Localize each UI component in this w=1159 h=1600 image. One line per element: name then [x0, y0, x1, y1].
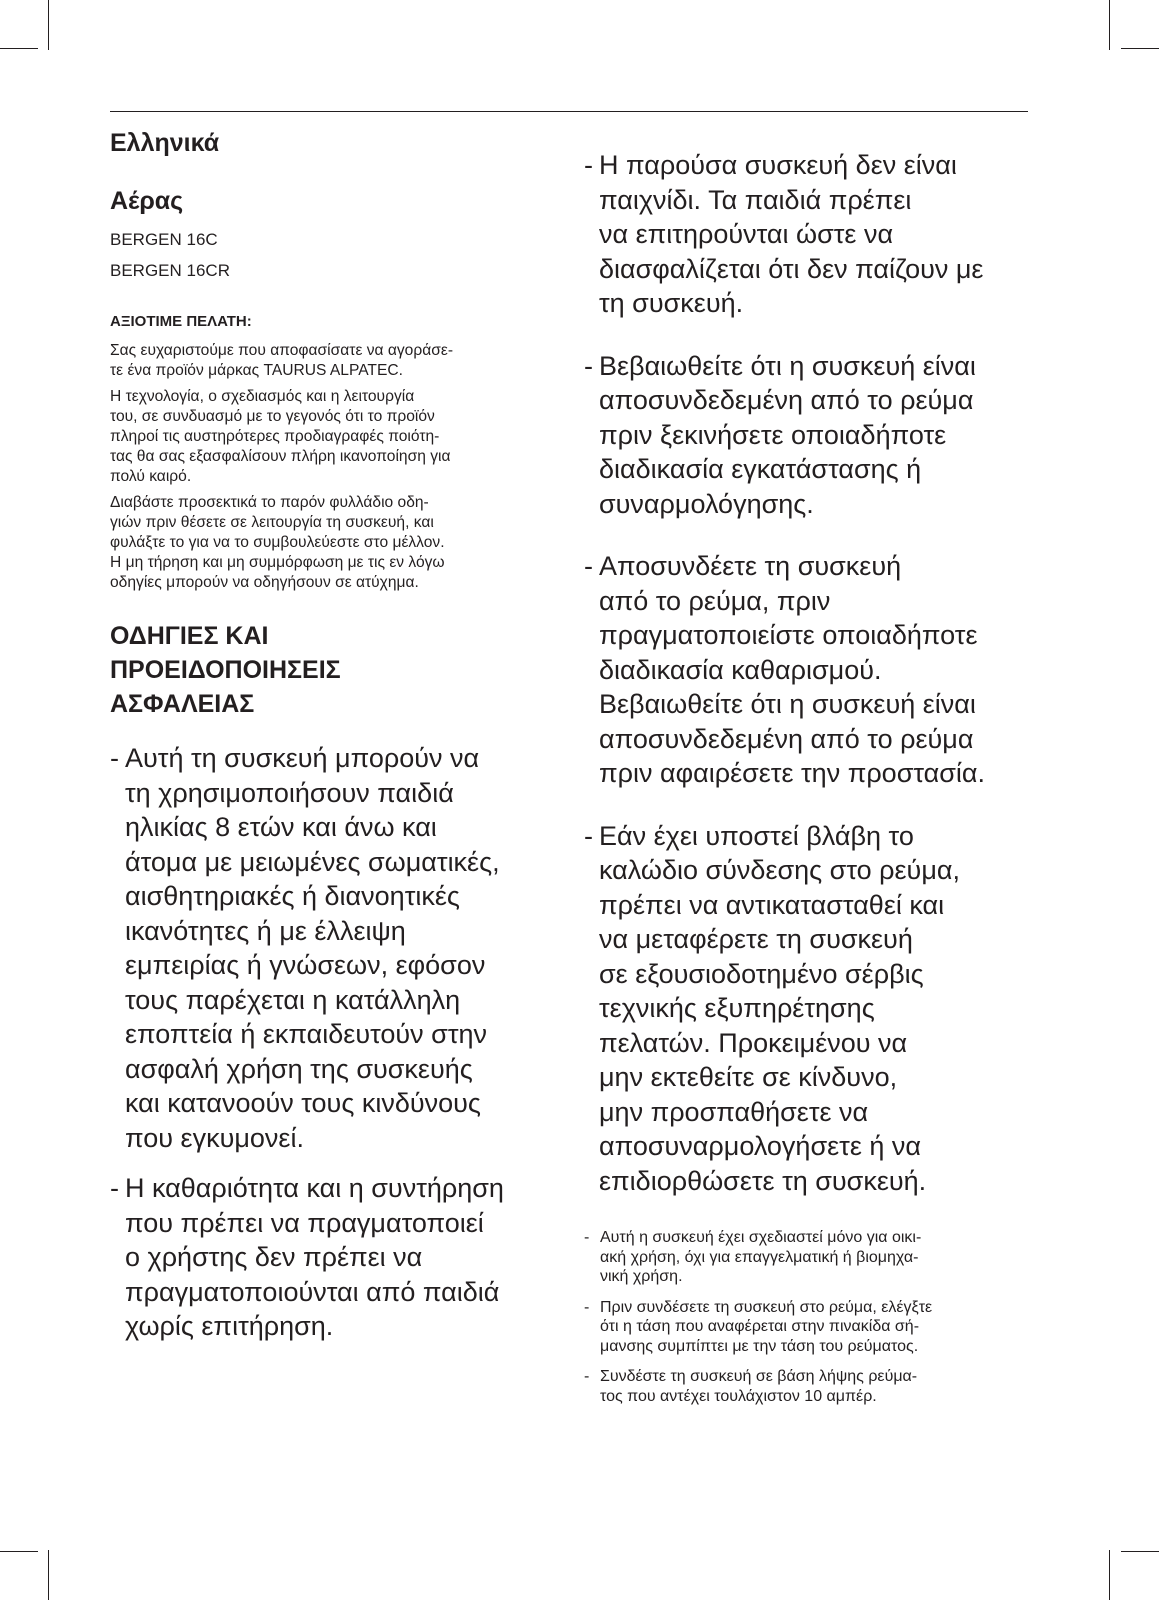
safety-item — [584, 349, 1030, 522]
text-line: μην εκτεθείτε σε κίνδυνο, — [599, 1062, 898, 1092]
crop-mark — [48, 0, 49, 50]
text-line: ΠΡΟΕΙΔΟΠΟΙΗΣΕΙΣ — [110, 656, 341, 684]
text-line: ο χρήστης δεν πρέπει να — [125, 1242, 423, 1272]
text-line: Βεβαιωθείτε ότι η συσκευή είναι — [599, 350, 976, 381]
text-line: ακή χρήση, όχι για επαγγελματική ή βιομηχα- — [600, 1248, 919, 1266]
intro-text — [110, 341, 554, 593]
text-line: οδηγίες μπορούν να οδηγήσουν σε ατύχημα. — [110, 574, 419, 591]
safety-list-right — [584, 148, 1030, 1198]
note-item — [584, 1298, 1030, 1357]
note-item — [584, 1367, 1030, 1406]
text-line: νική χρήση. — [600, 1268, 683, 1285]
bullet-dash: - — [584, 1298, 590, 1316]
text-line: Η τεχνολογία, ο σχεδιασμός και η λειτουργία — [110, 388, 415, 405]
safety-item-text — [125, 1171, 554, 1344]
text-line: γιών πριν θέσετε σε λειτουργία τη συσκευή, και — [110, 514, 434, 531]
bullet-dash: - — [110, 1173, 119, 1203]
text-line: πραγματοποιούνται από παιδιά — [125, 1276, 500, 1307]
text-line: Σας ευχαριστούμε που αποφασίσατε να αγοράσε- — [110, 342, 454, 359]
language-title: Ελληνικά — [110, 129, 220, 157]
text-line: παιχνίδι. Τα παιδιά πρέπει — [599, 184, 912, 215]
model-name: BERGEN 16CR — [110, 261, 230, 280]
safety-item — [584, 148, 1030, 321]
note-item-text — [600, 1228, 1030, 1287]
bullet-dash: - — [110, 743, 119, 773]
crop-mark — [1109, 0, 1110, 50]
text-line: Η παρούσα συσκευή δεν είναι — [599, 150, 957, 180]
safety-item-text — [599, 349, 1030, 522]
model-name: BERGEN 16C — [110, 230, 218, 249]
text-line: που εγκυμονεί. — [125, 1122, 304, 1153]
safety-item — [110, 1171, 554, 1344]
crop-mark — [1121, 1551, 1159, 1552]
text-line: τους παρέχεται η κατάλληλη — [125, 984, 461, 1015]
text-line: Αυτή η συσκευή έχει σχεδιαστεί μόνο για οικι- — [600, 1229, 922, 1246]
text-line: τη συσκευή. — [599, 288, 744, 318]
text-line: χωρίς επιτήρηση. — [125, 1311, 334, 1341]
text-line: πριν ξεκινήσετε οποιαδήποτε — [599, 419, 947, 450]
bullet-dash: - — [584, 551, 593, 581]
crop-mark — [1121, 48, 1159, 49]
text-line: τος που αντέχει τουλάχιστον 10 αμπέρ. — [600, 1387, 877, 1405]
safety-list-left — [110, 741, 554, 1344]
note-item-text — [600, 1298, 1030, 1357]
product-title: Αέρας — [110, 187, 184, 215]
right-column — [584, 148, 1030, 1406]
text-line: εποπτεία ή εκπαιδευτούν στην — [125, 1019, 488, 1049]
text-line: να επιτηρούνται ώστε να — [599, 219, 894, 249]
text-line: Διαβάστε προσεκτικά το παρόν φυλλάδιο οδη- — [110, 494, 429, 511]
text-line: Συνδέστε τη συσκευή σε βάση λήψης ρεύμα- — [600, 1368, 918, 1385]
text-line: Η μη τήρηση και μη συμμόρφωση με τις εν λόγω — [110, 554, 445, 571]
note-item — [584, 1228, 1030, 1287]
text-line: τεχνικής εξυπηρέτησης — [599, 993, 875, 1023]
text-line: ότι η τάση που αναφέρεται στην πινακίδα σή- — [600, 1318, 920, 1335]
text-line: επιδιορθώσετε τη συσκευή. — [599, 1165, 927, 1196]
text-line: διαδικασία εγκατάστασης ή — [599, 454, 922, 484]
header-rule — [110, 111, 1028, 112]
text-line: φυλάξτε το για να το συμβουλεύεστε στο μέλλον. — [110, 534, 445, 551]
text-line: αισθητηριακές ή διανοητικές — [125, 881, 460, 911]
safety-item-text — [599, 549, 1030, 791]
text-line: τας θα σας εξασφαλίσουν πλήρη ικανοποίηση για — [110, 448, 451, 465]
bullet-dash: - — [584, 350, 593, 381]
text-line: αποσυναρμολογήσετε ή να — [599, 1131, 921, 1161]
safety-item — [584, 819, 1030, 1199]
text-line: πολύ καιρό. — [110, 468, 192, 485]
bullet-dash: - — [584, 1368, 590, 1385]
text-line: να μεταφέρετε τη συσκευή — [599, 924, 913, 954]
text-line: σε εξουσιοδοτημένο σέρβις — [599, 958, 924, 989]
safety-item-text — [599, 819, 1030, 1199]
safety-item — [110, 741, 554, 1155]
text-line: ΑΣΦΑΛΕΙΑΣ — [110, 690, 255, 718]
text-line: συναρμολόγησης. — [599, 488, 814, 519]
text-line: πραγματοποιείστε οποιαδήποτε — [599, 620, 978, 650]
note-item-text — [600, 1367, 1030, 1406]
text-line: Πριν συνδέσετε τη συσκευή στο ρεύμα, ελέγξτε — [600, 1298, 933, 1316]
crop-mark — [1109, 1550, 1110, 1600]
text-line: πληροί τις αυστηρότερες προδιαγραφές ποιότη- — [110, 428, 440, 445]
left-column — [110, 126, 554, 1344]
text-line: αποσυνδεδεμένη από το ρεύμα — [599, 385, 974, 415]
text-line: εμπειρίας ή γνώσεων, εφόσον — [125, 950, 486, 980]
intro-paragraph — [110, 387, 554, 487]
safety-item-text — [599, 148, 1030, 321]
text-line: τη χρησιμοποιήσουν παιδιά — [125, 777, 454, 808]
intro-paragraph — [110, 493, 554, 593]
bullet-dash: - — [584, 1229, 590, 1246]
crop-mark — [48, 1550, 49, 1600]
text-line: πρέπει να αντικατασταθεί και — [599, 889, 945, 920]
note-list — [584, 1228, 1030, 1406]
text-line: αποσυνδεδεμένη από το ρεύμα — [599, 723, 974, 754]
text-line: Βεβαιωθείτε ότι η συσκευή είναι — [599, 689, 976, 719]
text-line: τε ένα προϊόν μάρκας TAURUS ALPATEC. — [110, 362, 403, 379]
text-line: διαδικασία καθαρισμού. — [599, 654, 882, 685]
text-line: ασφαλή χρήση της συσκευής — [125, 1053, 473, 1084]
text-line: πελατών. Προκειμένου να — [599, 1027, 908, 1058]
crop-mark — [0, 48, 38, 49]
crop-mark — [0, 1551, 38, 1552]
text-line: ικανότητες ή με έλλειψη — [125, 915, 406, 946]
bullet-dash: - — [584, 150, 593, 180]
bullet-dash: - — [584, 820, 593, 851]
text-line: από το ρεύμα, πριν — [599, 585, 831, 616]
safety-item — [584, 549, 1030, 791]
model-list — [110, 224, 554, 286]
text-line: ηλικίας 8 ετών και άνω και — [125, 812, 437, 842]
text-line: πριν αφαιρέσετε την προστασία. — [599, 758, 986, 788]
intro-paragraph — [110, 341, 554, 381]
text-line: και κατανοούν τους κινδύνους — [125, 1088, 481, 1118]
text-line: μανσης συμπίπτει με την τάση του ρεύματος. — [600, 1337, 919, 1355]
text-line: που πρέπει να πραγματοποιεί — [125, 1207, 484, 1238]
text-line: Η καθαριότητα και η συντήρηση — [125, 1173, 504, 1203]
text-line: Αυτή τη συσκευή μπορούν να — [125, 743, 480, 773]
text-line: καλώδιο σύνδεσης στο ρεύμα, — [599, 855, 960, 885]
intro-heading: ΑΞΙΟΤΙΜΕ ΠΕΛΑΤΗ: — [110, 313, 252, 330]
text-line: Αποσυνδέετε τη συσκευή — [599, 551, 902, 581]
text-line: του, σε συνδυασμό με το γεγονός ότι το προϊόν — [110, 408, 435, 425]
text-line: άτομα με μειωμένες σωματικές, — [125, 846, 500, 877]
text-line: Εάν έχει υποστεί βλάβη το — [599, 820, 914, 851]
text-line: διασφαλίζεται ότι δεν παίζουν με — [599, 253, 984, 284]
safety-item-text — [125, 741, 554, 1155]
text-line: μην προσπαθήσετε να — [599, 1096, 869, 1127]
text-line: ΟΔΗΓΙΕΣ ΚΑΙ — [110, 622, 269, 650]
safety-heading — [110, 619, 554, 721]
